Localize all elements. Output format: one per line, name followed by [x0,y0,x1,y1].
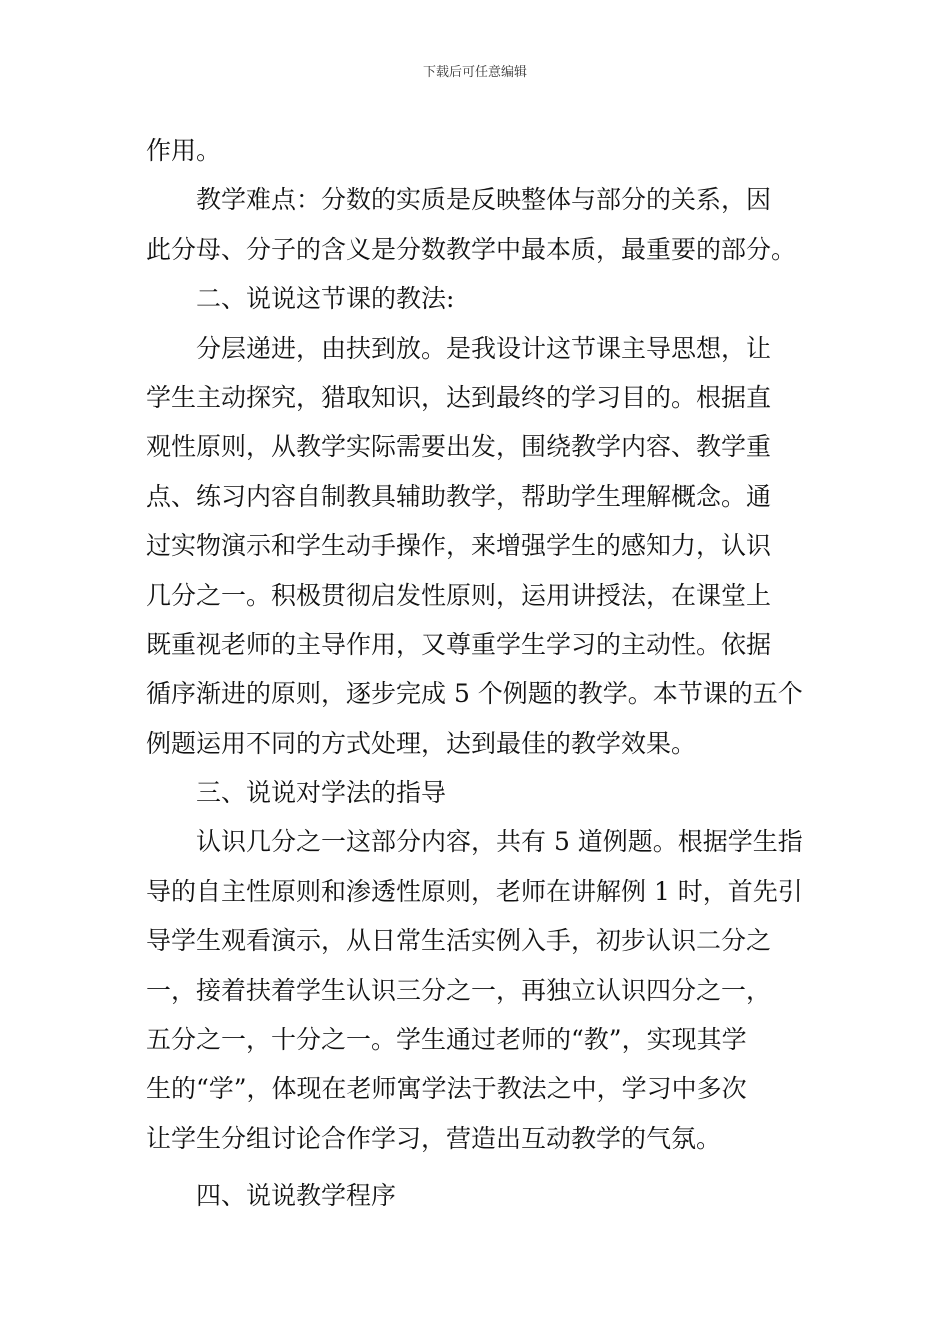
section-heading-teaching-procedure: 四、说说教学程序 [196,1181,397,1211]
text-line: 导的自主性原则和渗透性原则，老师在讲解例 1 时，首先引 [146,876,803,906]
text-line: 观性原则，从教学实际需要出发，围绕教学内容、教学重 [146,432,772,462]
paragraph-learning-guidance: 认识几分之一这部分内容，共有 5 道例题。根据学生指 [196,827,803,857]
text-line: 一，接着扶着学生认识三分之一，再独立认识四分之一， [146,975,772,1005]
text-line: 过实物演示和学生动手操作，来增强学生的感知力，认识 [146,531,772,561]
text-line: 学生主动探究，猎取知识，达到最终的学习目的。根据直 [146,382,772,412]
text-line: 点、练习内容自制教具辅助教学，帮助学生理解概念。通 [146,481,772,511]
text-line: 几分之一。积极贯彻启发性原则，运用讲授法，在课堂上 [146,580,772,610]
text-line: 生的“学”，体现在老师寓学法于教法之中，学习中多次 [146,1074,747,1104]
paragraph-teaching-method: 分层递进，由扶到放。是我设计这节课主导思想，让 [196,333,772,363]
text-line: 循序渐进的原则，逐步完成 5 个例题的教学。本节课的五个 [146,679,803,709]
text-line: 导学生观看演示，从日常生活实例入手，初步认识二分之 [146,926,772,956]
text-line: 五分之一，十分之一。学生通过老师的“教”，实现其学 [146,1025,747,1055]
document-body [146,126,811,1221]
text-line: 让学生分组讨论合作学习，营造出互动教学的气氛。 [146,1123,722,1153]
text-line: 此分母、分子的含义是分数教学中最本质，最重要的部分。 [146,234,797,264]
text-line-continuation: 作用。 [146,136,222,165]
paragraph-teaching-difficulty: 教学难点：分数的实质是反映整体与部分的关系，因 [196,185,772,215]
section-heading-teaching-method: 二、说说这节课的教法: [196,284,455,314]
section-heading-learning-guidance: 三、说说对学法的指导 [196,778,447,808]
text-line: 例题运用不同的方式处理，达到最佳的教学效果。 [146,728,697,758]
text-line: 既重视老师的主导作用，又尊重学生学习的主动性。依据 [146,629,772,659]
page-header-note: 下载后可任意编辑 [422,65,527,80]
